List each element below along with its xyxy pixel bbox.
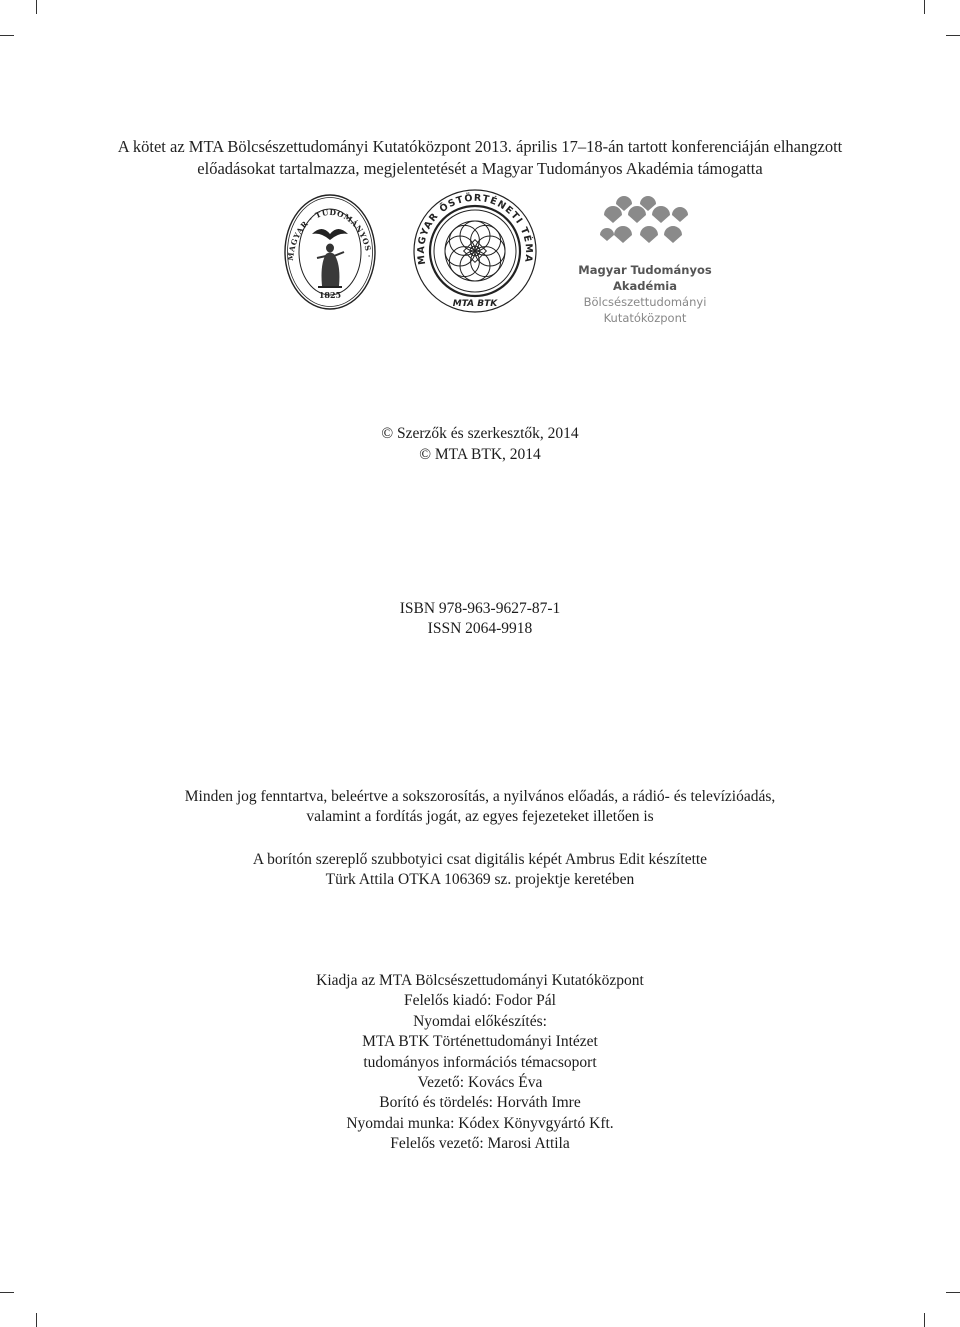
cover-note-block xyxy=(60,850,900,890)
btk-logo-line-3: Kutatóközpont xyxy=(603,311,687,325)
intro-line-1: A kötet az MTA Bölcsészettudományi Kutatóközpont 2013. április 17–18-án tartott konferenciáján elhangzott xyxy=(117,137,843,156)
ostortenet-bottom-text: MTA BTK xyxy=(452,299,498,309)
cover-note-line-1: A borítón szereplő szubbotyici csat digitális képét Ambrus Edit készítette xyxy=(252,851,708,868)
issn-text: ISSN 2064-9918 xyxy=(427,620,533,637)
crop-mark-top-right-v xyxy=(924,0,925,14)
crop-mark-top-left-v xyxy=(36,0,37,14)
publisher-line: Borító és tördelés: Horváth Imre xyxy=(379,1094,581,1112)
rights-block xyxy=(60,787,900,827)
intro-line-2: előadásokat tartalmazza, megjelentetését a Magyar Tudományos Akadémia támogatta xyxy=(197,159,763,178)
crop-mark-top-left-h xyxy=(0,35,14,36)
ostortenet-seal-icon xyxy=(412,188,538,314)
crop-mark-top-right-h xyxy=(946,35,960,36)
mta-seal-icon xyxy=(284,194,376,310)
publisher-line: Nyomdai munka: Kódex Könyvgyártó Kft. xyxy=(346,1114,614,1132)
publisher-line: Nyomdai előkészítés: xyxy=(413,1012,547,1030)
btk-logo-icon xyxy=(596,195,696,251)
publisher-line: Felelős kiadó: Fodor Pál xyxy=(404,992,556,1010)
crop-mark-bottom-left-h xyxy=(0,1292,14,1293)
cover-note-line-2: Türk Attila OTKA 106369 sz. projektje keretében xyxy=(325,871,635,888)
copyright-block xyxy=(60,423,900,465)
rights-line-2: valamint a fordítás jogát, az egyes fejezeteket illetően is xyxy=(306,808,654,825)
crop-mark-bottom-right-v xyxy=(924,1313,925,1327)
ostortenet-ring-text: MAGYAR ŐSTÖRTÉNETI TÉMA xyxy=(415,192,535,266)
btk-logo-text xyxy=(560,262,730,326)
publisher-block xyxy=(60,971,900,1155)
copyright-line-1: © Szerzők és szerkesztők, 2014 xyxy=(381,425,579,442)
btk-logo-line-1: Magyar Tudományos Akadémia xyxy=(578,263,712,293)
copyright-line-2: © MTA BTK, 2014 xyxy=(419,446,541,463)
intro-text xyxy=(60,136,900,180)
publisher-line: Felelős vezető: Marosi Attila xyxy=(390,1135,570,1153)
isbn-text: ISBN 978-963-9627-87-1 xyxy=(399,600,561,617)
mta-seal-ring-text: MAGYAR · TUDOMÁNYOS · xyxy=(285,207,374,262)
mta-seal-year: 1825 xyxy=(318,290,342,300)
publisher-line: Vezető: Kovács Éva xyxy=(417,1074,543,1092)
rights-line-1: Minden jog fenntartva, beleértve a sokszorosítás, a nyilvános előadás, a rádió- és televízióadás, xyxy=(184,788,776,805)
publisher-line: Kiadja az MTA Bölcsészettudományi Kutatóközpont xyxy=(316,972,644,989)
btk-logo-line-2: Bölcsészettudományi xyxy=(583,295,707,309)
crop-mark-bottom-left-v xyxy=(36,1313,37,1327)
crop-mark-bottom-right-h xyxy=(946,1292,960,1293)
identifiers-block xyxy=(60,599,900,639)
publisher-line: MTA BTK Történettudományi Intézet xyxy=(362,1033,598,1051)
publisher-line: tudományos információs témacsoport xyxy=(363,1053,597,1071)
